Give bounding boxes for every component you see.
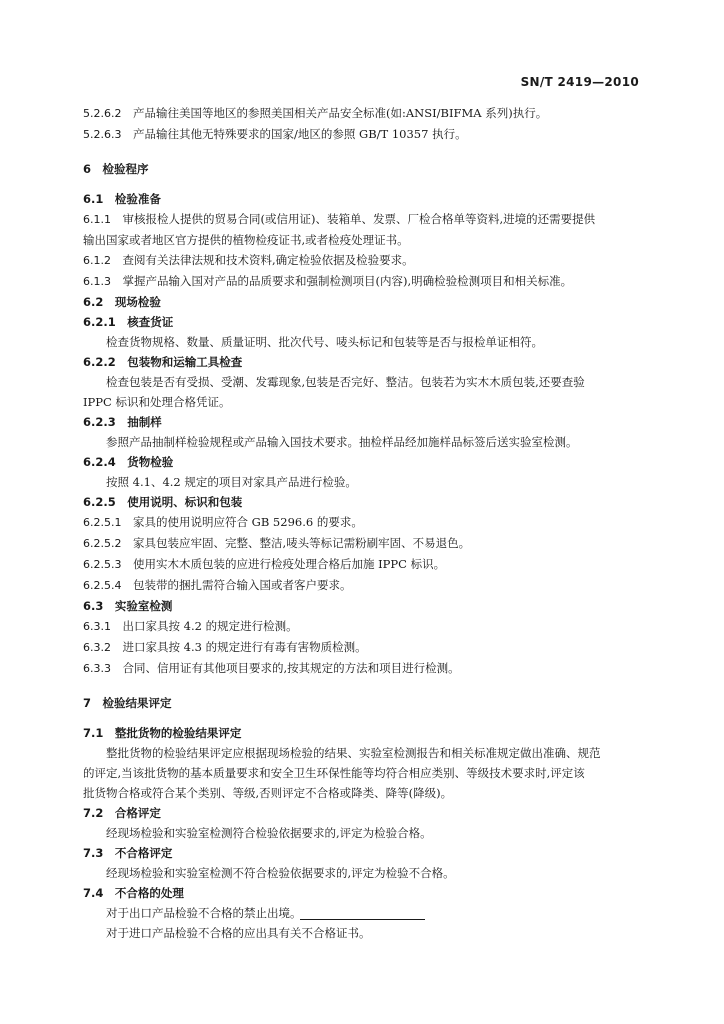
clause-6-2-1-heading <box>83 312 643 332</box>
section-title: 检验准备 <box>114 192 161 206</box>
section-number: 7.4 <box>83 886 104 900</box>
clause-5-2-6-2 <box>83 103 643 124</box>
clause-number: 6.1.2 <box>83 254 111 267</box>
clause-6-2-5-heading <box>83 492 643 512</box>
clause-text: 产品输往其他无特殊要求的国家/地区的参照 GB/T 10357 执行。 <box>132 127 467 141</box>
chapter-title: 检验程序 <box>102 162 149 176</box>
clause-number: 6.1.1 <box>83 213 111 226</box>
chapter-6-heading <box>83 159 643 179</box>
clause-number: 6.2.5.3 <box>83 558 122 571</box>
standard-code-header: SN/T 2419—2010 <box>520 75 639 89</box>
clause-6-2-5-1 <box>83 512 643 533</box>
chapter-number: 7 <box>83 696 92 710</box>
clause-text-line1: 审核报检人提供的贸易合同(或信用证)、装箱单、发票、厂检合格单等资料,进境的还需要提供 <box>122 212 596 226</box>
clause-number: 5.2.6.2 <box>83 107 122 120</box>
clause-text: 产品输往美国等地区的参照美国相关产品安全标准(如:ANSI/BIFMA 系列)执行。 <box>132 106 548 120</box>
section-number: 7.2 <box>83 806 104 820</box>
clause-6-2-2-text-line2: IPPC 标识和处理合格凭证。 <box>83 395 231 409</box>
clause-number: 5.2.6.3 <box>83 128 122 141</box>
clause-number: 6.2.2 <box>83 355 116 369</box>
section-title: 不合格的处理 <box>114 886 184 900</box>
clause-number: 6.2.1 <box>83 315 116 329</box>
chapter-number: 6 <box>83 162 92 176</box>
clause-text: 出口家具按 4.2 的规定进行检测。 <box>122 619 298 633</box>
section-7-4-text2: 对于进口产品检验不合格的应出具有关不合格证书。 <box>106 926 371 940</box>
section-7-1-text-line2: 的评定,当该批货物的基本质量要求和安全卫生环保性能等均符合相应类别、等级技术要求时,评定该 <box>83 766 585 780</box>
clause-title: 抽制样 <box>127 415 162 429</box>
clause-text: 合同、信用证有其他项目要求的,按其规定的方法和项目进行检测。 <box>122 661 460 675</box>
section-title: 现场检验 <box>114 295 161 309</box>
section-7-4-text1: 对于出口产品检验不合格的禁止出境。 <box>106 906 302 920</box>
clause-6-2-5-4 <box>83 575 643 596</box>
section-7-4-heading <box>83 883 643 903</box>
clause-5-2-6-3 <box>83 124 643 145</box>
section-number: 6.2 <box>83 295 104 309</box>
section-title: 不合格评定 <box>114 846 173 860</box>
section-6-1-heading <box>83 189 643 209</box>
clause-text: 包装带的捆扎需符合输入国或者客户要求。 <box>132 578 352 592</box>
section-number: 7.1 <box>83 726 104 740</box>
clause-6-2-2-heading <box>83 352 643 372</box>
section-title: 合格评定 <box>114 806 161 820</box>
clause-6-1-2 <box>83 250 643 271</box>
clause-6-2-2-text-line1: 检查包装是否有受损、受潮、发霉现象,包装是否完好、整洁。包装若为实木木质包装,还要查验 <box>106 375 585 389</box>
document-body <box>83 103 643 943</box>
section-7-2-text: 经现场检验和实验室检测符合检验依据要求的,评定为检验合格。 <box>106 826 432 840</box>
end-rule-divider <box>300 919 425 920</box>
clause-number: 6.2.4 <box>83 455 116 469</box>
clause-6-1-3 <box>83 271 643 292</box>
clause-text: 家具包装应牢固、完整、整洁,唛头等标记需粉刷牢固、不易退色。 <box>132 536 471 550</box>
section-7-1-text-line1: 整批货物的检验结果评定应根据现场检验的结果、实验室检测报告和相关标准规定做出准确、规范 <box>106 746 601 760</box>
section-7-2-heading <box>83 803 643 823</box>
clause-text: 家具的使用说明应符合 GB 5296.6 的要求。 <box>132 515 363 529</box>
section-number: 6.1 <box>83 192 104 206</box>
clause-6-3-3 <box>83 658 643 679</box>
clause-number: 6.2.5 <box>83 495 116 509</box>
clause-text: 进口家具按 4.3 的规定进行有毒有害物质检测。 <box>122 640 367 654</box>
section-7-1-heading <box>83 723 643 743</box>
clause-text: 使用实木木质包装的应进行检疫处理合格后加施 IPPC 标识。 <box>132 557 446 571</box>
clause-title: 核查货证 <box>127 315 174 329</box>
section-7-3-text: 经现场检验和实验室检测不符合检验依据要求的,评定为检验不合格。 <box>106 866 455 880</box>
clause-text: 掌握产品输入国对产品的品质要求和强制检测项目(内容),明确检验检测项目和相关标准。 <box>122 274 573 288</box>
section-title: 整批货物的检验结果评定 <box>114 726 242 740</box>
clause-number: 6.2.5.4 <box>83 579 122 592</box>
clause-6-2-5-2 <box>83 533 643 554</box>
clause-6-2-3-heading <box>83 412 643 432</box>
clause-6-2-1-text: 检查货物规格、数量、质量证明、批次代号、唛头标记和包装等是否与报检单证相符。 <box>106 335 543 349</box>
clause-number: 6.2.5.1 <box>83 516 122 529</box>
chapter-title: 检验结果评定 <box>102 696 172 710</box>
clause-6-1-1 <box>83 209 643 230</box>
clause-6-2-4-heading <box>83 452 643 472</box>
section-7-1-text-line3: 批货物合格或符合某个类别、等级,否则评定不合格或降类、降等(降级)。 <box>83 786 453 800</box>
clause-text: 查阅有关法律法规和技术资料,确定检验依据及检验要求。 <box>122 253 414 267</box>
section-number: 7.3 <box>83 846 104 860</box>
clause-6-3-2 <box>83 637 643 658</box>
clause-number: 6.1.3 <box>83 275 111 288</box>
chapter-7-heading <box>83 693 643 713</box>
clause-number: 6.3.1 <box>83 620 111 633</box>
section-title: 实验室检测 <box>114 599 173 613</box>
clause-number: 6.2.5.2 <box>83 537 122 550</box>
clause-title: 包装物和运输工具检查 <box>127 355 243 369</box>
clause-6-2-4-text: 按照 4.1、4.2 规定的项目对家具产品进行检验。 <box>106 475 357 489</box>
clause-6-1-1-continued: 输出国家或者地区官方提供的植物检疫证书,或者检疫处理证书。 <box>83 233 409 247</box>
clause-title: 货物检验 <box>127 455 174 469</box>
clause-title: 使用说明、标识和包装 <box>127 495 243 509</box>
section-6-3-heading <box>83 596 643 616</box>
section-7-3-heading <box>83 843 643 863</box>
section-6-2-heading <box>83 292 643 312</box>
clause-6-3-1 <box>83 616 643 637</box>
clause-number: 6.3.3 <box>83 662 111 675</box>
clause-6-2-3-text: 参照产品抽制样检验规程或产品输入国技术要求。抽检样品经加施样品标签后送实验室检测。 <box>106 435 578 449</box>
clause-number: 6.2.3 <box>83 415 116 429</box>
clause-6-2-5-3 <box>83 554 643 575</box>
section-number: 6.3 <box>83 599 104 613</box>
clause-number: 6.3.2 <box>83 641 111 654</box>
